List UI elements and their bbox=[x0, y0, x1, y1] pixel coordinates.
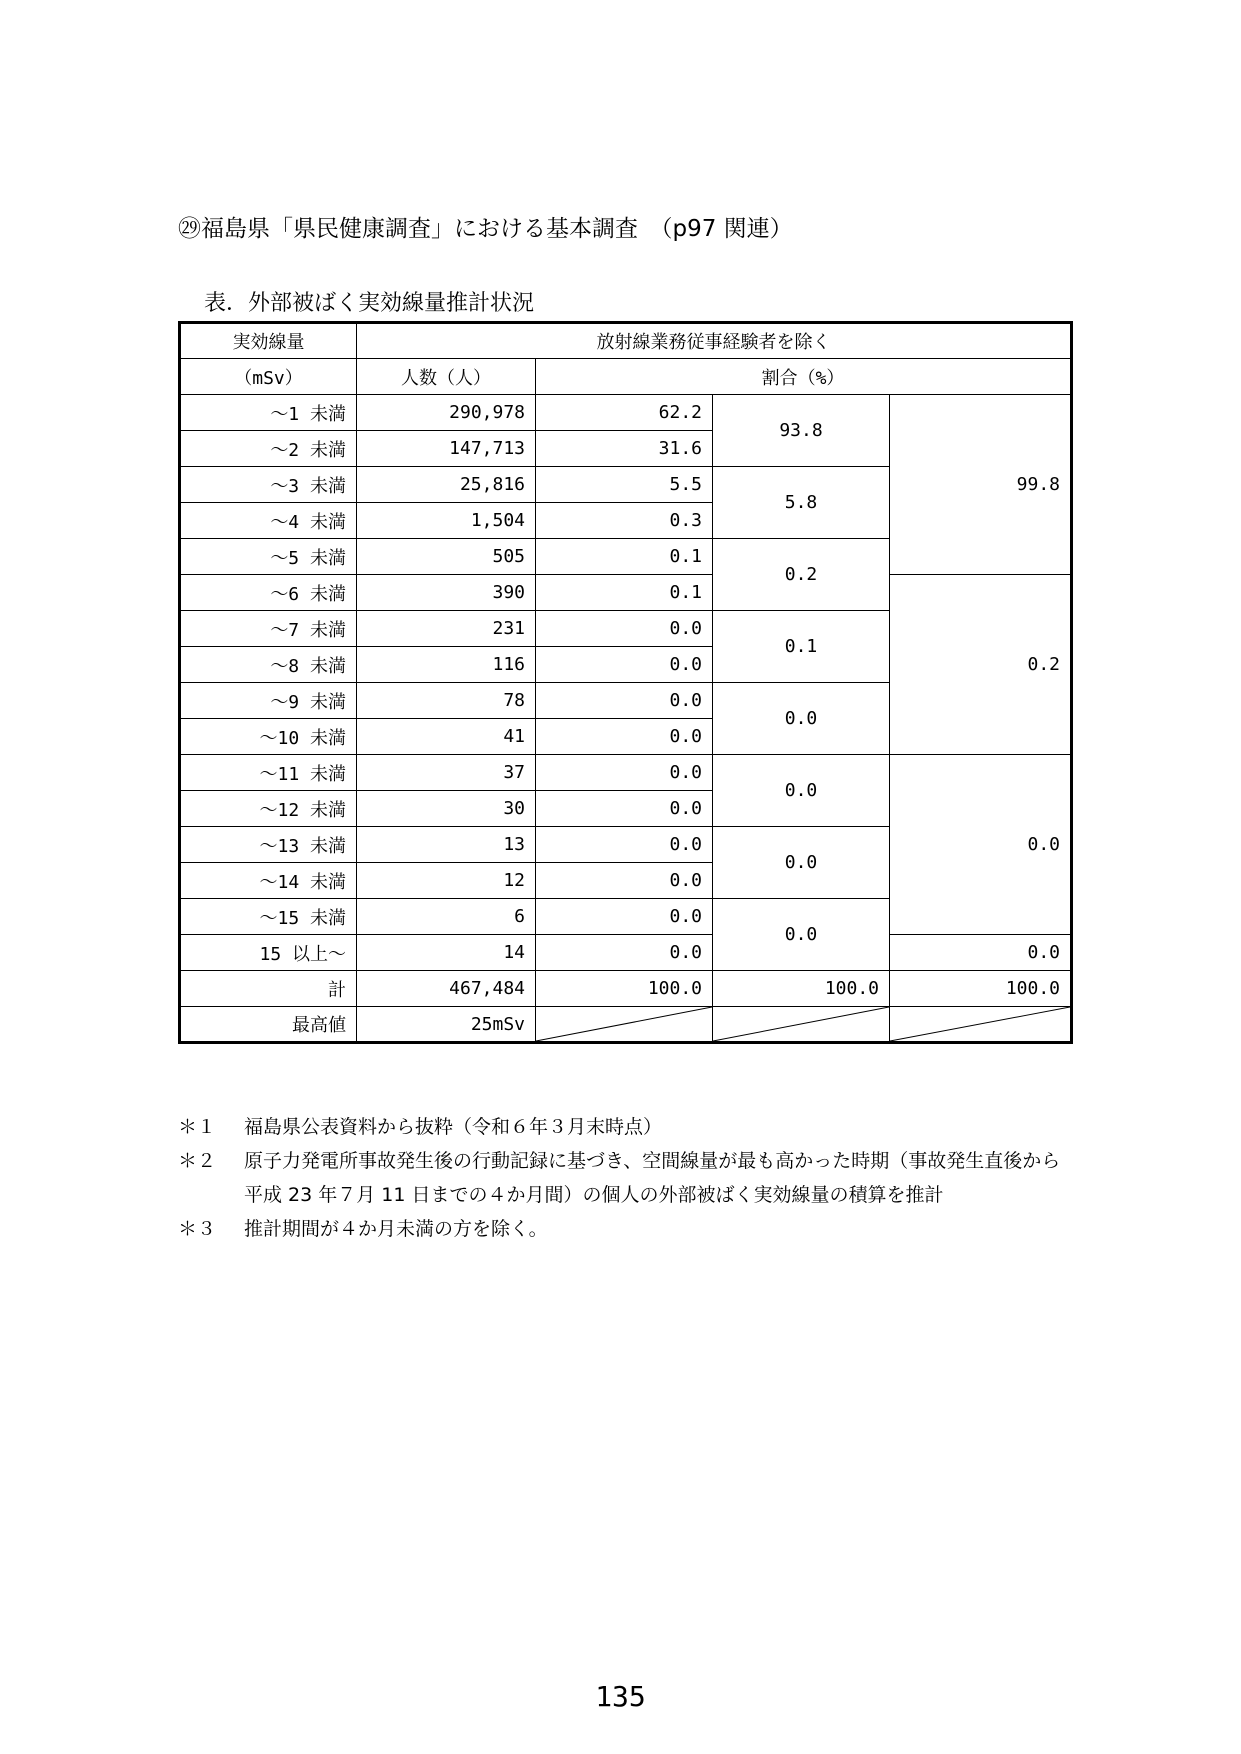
header-group-label: 放射線業務従事経験者を除く bbox=[357, 323, 1072, 359]
total-group-pct: 100.0 bbox=[890, 971, 1072, 1007]
table-caption: 表．外部被ばく実効線量推計状況 bbox=[204, 291, 535, 316]
total-row bbox=[180, 971, 1072, 1007]
row-label: ～1 未満 bbox=[180, 395, 357, 431]
footnote-text: 福島県公表資料から抜粋（令和６年３月末時点） bbox=[244, 1116, 663, 1138]
max-label: 最高値 bbox=[180, 1007, 357, 1043]
row-count: 116 bbox=[357, 647, 536, 683]
row-label: ～12 未満 bbox=[180, 791, 357, 827]
pair-pct: 0.0 bbox=[713, 827, 890, 899]
footnote bbox=[178, 1212, 1078, 1246]
group-pct: 99.8 bbox=[890, 395, 1072, 575]
empty-cell-diagonal bbox=[536, 1007, 713, 1043]
row-count: 78 bbox=[357, 683, 536, 719]
row-label: ～6 未満 bbox=[180, 575, 357, 611]
header-count: 人数（人） bbox=[357, 359, 536, 395]
total-label: 計 bbox=[180, 971, 357, 1007]
total-pct: 100.0 bbox=[536, 971, 713, 1007]
row-label: ～10 未満 bbox=[180, 719, 357, 755]
pair-pct: 0.0 bbox=[713, 755, 890, 827]
pair-pct: 0.0 bbox=[713, 899, 890, 971]
row-count: 6 bbox=[357, 899, 536, 935]
row-label: ～9 未満 bbox=[180, 683, 357, 719]
footnote bbox=[178, 1110, 1078, 1144]
row-pct: 31.6 bbox=[536, 431, 713, 467]
group-pct: 0.0 bbox=[890, 755, 1072, 935]
row-label: ～2 未満 bbox=[180, 431, 357, 467]
pair-pct: 0.1 bbox=[713, 611, 890, 683]
footnote-mark: ＊２ bbox=[178, 1150, 217, 1172]
row-count: 505 bbox=[357, 539, 536, 575]
header-dose-label: 実効線量 bbox=[180, 323, 357, 359]
row-label: ～5 未満 bbox=[180, 539, 357, 575]
row-pct: 0.0 bbox=[536, 935, 713, 971]
group-pct: 0.2 bbox=[890, 575, 1072, 755]
table-row bbox=[180, 755, 1072, 791]
row-pct: 0.0 bbox=[536, 827, 713, 863]
row-count: 13 bbox=[357, 827, 536, 863]
row-label: ～14 未満 bbox=[180, 863, 357, 899]
row-pct: 0.0 bbox=[536, 683, 713, 719]
empty-cell-diagonal bbox=[713, 1007, 890, 1043]
row-count: 30 bbox=[357, 791, 536, 827]
max-row bbox=[180, 1007, 1072, 1043]
footnote bbox=[178, 1144, 1078, 1212]
row-pct: 0.0 bbox=[536, 863, 713, 899]
row-count: 147,713 bbox=[357, 431, 536, 467]
table-row bbox=[180, 395, 1072, 431]
row-pct: 0.0 bbox=[536, 791, 713, 827]
row-count: 14 bbox=[357, 935, 536, 971]
group-pct: 0.0 bbox=[890, 935, 1072, 971]
row-pct: 0.1 bbox=[536, 539, 713, 575]
empty-cell-diagonal bbox=[890, 1007, 1072, 1043]
footnote-text: 推計期間が４か月未満の方を除く。 bbox=[244, 1218, 548, 1240]
row-pct: 0.1 bbox=[536, 575, 713, 611]
pair-pct: 0.2 bbox=[713, 539, 890, 611]
row-label: ～8 未満 bbox=[180, 647, 357, 683]
row-pct: 62.2 bbox=[536, 395, 713, 431]
row-label: ～13 未満 bbox=[180, 827, 357, 863]
footnote-mark: ＊１ bbox=[178, 1116, 217, 1138]
row-pct: 0.0 bbox=[536, 611, 713, 647]
pair-pct: 93.8 bbox=[713, 395, 890, 467]
pair-pct: 0.0 bbox=[713, 683, 890, 755]
table-row bbox=[180, 575, 1072, 611]
row-label: ～11 未満 bbox=[180, 755, 357, 791]
row-label: 15 以上～ bbox=[180, 935, 357, 971]
row-count: 390 bbox=[357, 575, 536, 611]
max-value: 25mSv bbox=[357, 1007, 536, 1043]
table-row bbox=[180, 935, 1072, 971]
header-dose-unit: （mSv） bbox=[180, 359, 357, 395]
total-pair-pct: 100.0 bbox=[713, 971, 890, 1007]
row-count: 25,816 bbox=[357, 467, 536, 503]
row-pct: 0.0 bbox=[536, 647, 713, 683]
row-count: 41 bbox=[357, 719, 536, 755]
row-pct: 0.3 bbox=[536, 503, 713, 539]
row-label: ～7 未満 bbox=[180, 611, 357, 647]
row-count: 12 bbox=[357, 863, 536, 899]
row-pct: 0.0 bbox=[536, 755, 713, 791]
page-number: 135 bbox=[595, 1680, 646, 1713]
total-count: 467,484 bbox=[357, 971, 536, 1007]
row-pct: 0.0 bbox=[536, 719, 713, 755]
section-heading: ㉙福島県「県民健康調査」における基本調査 （p97 関連） bbox=[178, 216, 793, 242]
pair-pct: 5.8 bbox=[713, 467, 890, 539]
footnote-text: 原子力発電所事故発生後の行動記録に基づき、空間線量が最も高かった時期（事故発生直後から平成 23 年７月 11 日までの４か月間）の個人の外部被ばく実効線量の積算を推計 bbox=[244, 1150, 1061, 1206]
footnotes bbox=[178, 1110, 1078, 1246]
row-count: 290,978 bbox=[357, 395, 536, 431]
row-pct: 5.5 bbox=[536, 467, 713, 503]
row-count: 37 bbox=[357, 755, 536, 791]
row-label: ～3 未満 bbox=[180, 467, 357, 503]
row-count: 231 bbox=[357, 611, 536, 647]
row-pct: 0.0 bbox=[536, 899, 713, 935]
row-label: ～4 未満 bbox=[180, 503, 357, 539]
row-count: 1,504 bbox=[357, 503, 536, 539]
footnote-mark: ＊３ bbox=[178, 1218, 217, 1240]
row-label: ～15 未満 bbox=[180, 899, 357, 935]
dose-table bbox=[178, 321, 1073, 1044]
header-ratio: 割合（%） bbox=[536, 359, 1072, 395]
